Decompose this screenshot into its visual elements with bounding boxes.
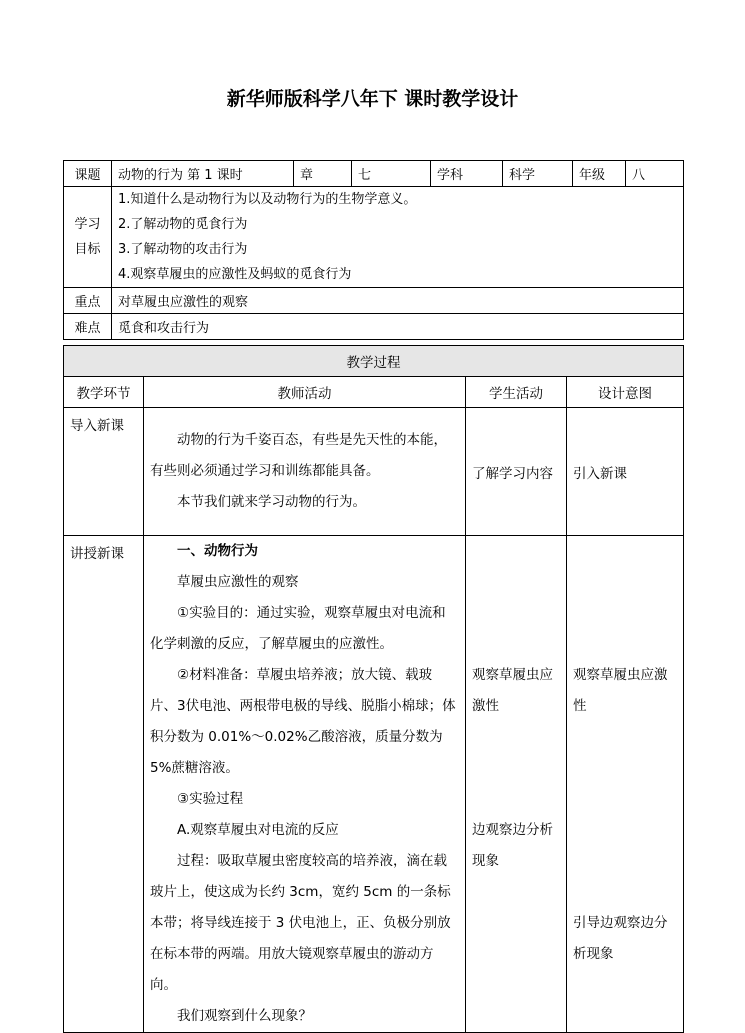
- teacher-text: ③实验过程: [177, 791, 244, 807]
- teacher-text: 过程：吸取草履虫密度较高的培养液，滴在载玻片上，使这成为长约 3cm，宽约 5cm 的一条标本带；将导线连接于 3 伏电池上，正、负极分别放在标本带的两端。用放大镜观察草履虫的游动方向。: [150, 853, 451, 993]
- teacher-text: ②材料准备：草履虫培养液；放大镜、载玻片、3伏电池、两根带电极的导线、脱脂小棉球；体积分数为 0.01%～0.02%乙酸溶液，质量分数为 5%蔗糖溶液。: [150, 667, 456, 776]
- teacher-text: 有些则必须通过学习和训练都能具备。: [150, 463, 380, 479]
- goal-item: 2.了解动物的觅食行为: [118, 217, 248, 232]
- student-activity-line: 激性: [472, 698, 499, 714]
- teaching-process-table: [63, 345, 684, 1033]
- document-title: 新华师版科学八年下 课时教学设计: [226, 88, 519, 110]
- teacher-text: 我们观察到什么现象？: [177, 1008, 312, 1024]
- process-section-title: 教学过程: [64, 346, 684, 377]
- student-activity-line: 观察草履虫应: [472, 667, 553, 683]
- goal-item: 3.了解动物的攻击行为: [118, 242, 248, 257]
- header-intent: 设计意图: [567, 377, 684, 408]
- process-row-intro: [64, 408, 684, 536]
- stage-intro: 导入新课: [64, 408, 144, 536]
- info-row-key: [64, 288, 684, 314]
- goals-label-line-2: 目标: [74, 242, 101, 257]
- info-row-goals: [64, 187, 684, 288]
- intent-line: 性: [573, 698, 587, 714]
- key-value: 对草履虫应激性的观察: [112, 288, 684, 314]
- header-student: 学生活动: [466, 377, 567, 408]
- lesson-info-table: [63, 160, 684, 340]
- goals-label: [64, 187, 112, 288]
- process-header-row: [64, 377, 684, 408]
- student-activity-line: 现象: [472, 853, 499, 869]
- student-activity-line: 边观察边分析: [472, 822, 553, 838]
- student-activity-lecture: [466, 536, 567, 1033]
- teacher-text: A.观察草履虫对电流的反应: [177, 822, 339, 838]
- goal-item: 1.知道什么是动物行为以及动物行为的生物学意义。: [118, 192, 417, 207]
- info-row-difficulty: [64, 314, 684, 340]
- difficulty-label: 难点: [64, 314, 112, 340]
- info-row-course: [64, 161, 684, 187]
- header-stage: 教学环节: [64, 377, 144, 408]
- subject-value: 科学: [503, 161, 573, 187]
- intent-line: 析现象: [573, 946, 614, 962]
- intent-lecture: [567, 536, 684, 1033]
- intent-intro: 引入新课: [567, 408, 684, 536]
- course-value: 动物的行为 第 1 课时: [112, 161, 294, 187]
- grade-label: 年级: [573, 161, 626, 187]
- teacher-activity-lecture: [144, 536, 466, 1033]
- teacher-text: ①实验目的：通过实验，观察草履虫对电流和化学刺激的反应，了解草履虫的应激性。: [150, 605, 446, 652]
- header-teacher: 教师活动: [144, 377, 466, 408]
- teacher-heading: 一、动物行为: [177, 543, 258, 559]
- goals-list: [112, 187, 684, 288]
- chapter-label: 章: [294, 161, 352, 187]
- teacher-activity-intro: [144, 408, 466, 536]
- goal-item: 4.观察草履虫的应激性及蚂蚁的觅食行为: [118, 267, 352, 282]
- teacher-text: 草履虫应激性的观察: [177, 574, 299, 590]
- subject-label: 学科: [431, 161, 503, 187]
- intent-line: 引导边观察边分: [573, 915, 668, 931]
- key-label: 重点: [64, 288, 112, 314]
- difficulty-value: 觅食和攻击行为: [112, 314, 684, 340]
- grade-value: 八: [626, 161, 684, 187]
- teacher-text: 动物的行为千姿百态，有些是先天性的本能，: [177, 432, 447, 448]
- teacher-text: 本节我们就来学习动物的行为。: [177, 494, 366, 510]
- student-activity-intro: 了解学习内容: [466, 408, 567, 536]
- course-label: 课题: [64, 161, 112, 187]
- process-row-lecture: [64, 536, 684, 1033]
- stage-lecture: 讲授新课: [64, 536, 144, 1033]
- intent-line: 观察草履虫应激: [573, 667, 668, 683]
- goals-label-line-1: 学习: [74, 217, 101, 232]
- chapter-value: 七: [352, 161, 431, 187]
